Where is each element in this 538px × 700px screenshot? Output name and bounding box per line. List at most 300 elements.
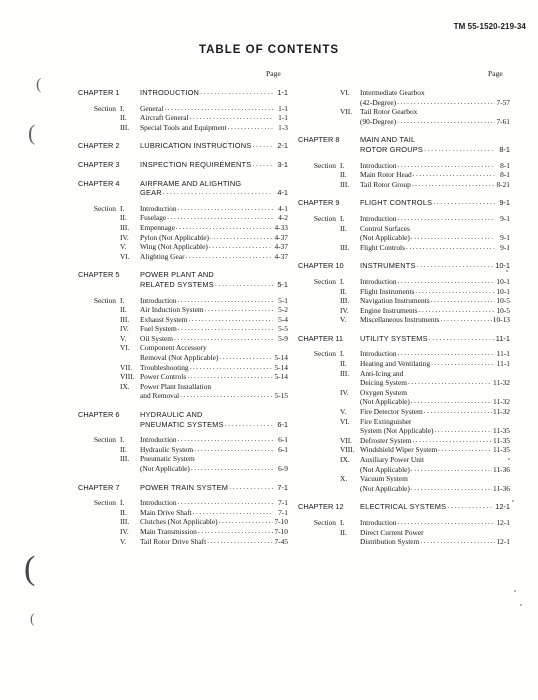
toc-entry[interactable] (298, 277, 510, 287)
section-number: I. (120, 295, 125, 305)
section-number: IX. (340, 455, 350, 464)
toc-chapter-entry[interactable] (298, 135, 510, 145)
section-number: II. (120, 213, 127, 223)
dot-leader (431, 296, 495, 306)
toc-chapter-entry[interactable] (298, 261, 510, 271)
section-number: III. (120, 314, 130, 324)
entry-title: Introduction (140, 203, 177, 213)
spacer (78, 474, 288, 483)
page-number: 5-1 (278, 295, 288, 305)
toc-entry[interactable] (298, 436, 510, 446)
section-label: Section (93, 203, 116, 213)
entry-title: RELATED SYSTEMS (140, 279, 214, 289)
page-number: 5-14 (274, 372, 288, 382)
section-number: VI. (340, 88, 350, 97)
dot-leader (178, 296, 273, 306)
toc-entry[interactable] (298, 349, 510, 359)
page-number: 10-13 (492, 315, 510, 325)
dot-leader (209, 242, 273, 252)
section-label: Section (313, 276, 336, 286)
toc-entry[interactable] (298, 407, 510, 417)
entry-title: Oxygen System (360, 387, 408, 397)
page-number: 11-35 (493, 435, 510, 445)
dot-leader (176, 223, 273, 233)
toc-entry[interactable] (298, 445, 510, 455)
toc-entry[interactable] (298, 170, 510, 180)
section-number: II. (120, 444, 127, 454)
section-number: III. (340, 179, 350, 189)
chapter-label: CHAPTER 9 (298, 198, 340, 208)
toc-entry[interactable] (78, 527, 288, 537)
toc-entry[interactable] (78, 435, 288, 445)
toc-entry[interactable] (78, 113, 288, 123)
spacer (78, 151, 288, 160)
page-number: 7-61 (496, 116, 510, 126)
document-number: TM 55-1520-219-34 (453, 22, 526, 31)
toc-entry[interactable] (78, 188, 288, 198)
toc-entry[interactable] (78, 508, 288, 518)
toc-entry[interactable] (78, 372, 288, 382)
section-number: I. (120, 103, 125, 113)
dot-leader (415, 287, 495, 297)
dot-leader (431, 359, 495, 369)
section-label: Section (93, 295, 116, 305)
section-number: IV. (120, 232, 129, 242)
page-number: 11-1 (496, 359, 510, 369)
toc-entry[interactable] (78, 296, 288, 306)
toc-entry[interactable] (298, 388, 510, 398)
entry-title: Air Induction System (140, 305, 204, 315)
entry-title: Introduction (360, 213, 397, 223)
dot-leader (187, 372, 273, 382)
section-number: VII. (120, 362, 133, 372)
page-number: 4-33 (274, 222, 288, 232)
page-number: 5-14 (274, 362, 288, 372)
margin-mark: ( (24, 550, 36, 587)
chapter-label: CHAPTER 3 (78, 159, 120, 169)
toc-entry[interactable] (78, 334, 288, 344)
page-number: 5-4 (278, 314, 288, 324)
section-label: Section (313, 349, 336, 359)
section-label: Section (93, 498, 116, 508)
entry-title: Alighting Gear (140, 251, 185, 261)
dot-leader (252, 160, 273, 170)
page-number: 8-1 (499, 144, 510, 154)
dot-leader (229, 483, 273, 493)
entry-title: Fire Detector System (360, 407, 423, 417)
toc-entry[interactable] (78, 464, 288, 474)
page-column-header-right: Page (488, 69, 503, 78)
section-number: II. (120, 113, 127, 123)
toc-entry[interactable] (298, 214, 510, 224)
section-label: Section (313, 213, 336, 223)
toc-entry[interactable] (298, 537, 510, 547)
section-number: IV. (340, 387, 349, 397)
toc-entry[interactable] (298, 528, 510, 538)
section-number: I. (120, 435, 125, 445)
page-number: 7-1 (278, 507, 288, 517)
toc-entry[interactable] (298, 518, 510, 528)
toc-column-right (298, 88, 510, 547)
spacer (298, 189, 510, 198)
toc-chapter-entry[interactable] (78, 160, 288, 170)
page-number: 5-5 (278, 324, 288, 334)
section-number: II. (340, 527, 347, 537)
section-number: II. (340, 359, 347, 369)
page-number: 5-9 (278, 333, 288, 343)
toc-entry[interactable] (78, 280, 288, 290)
page-number: 6-1 (278, 444, 288, 454)
page-number: 4-1 (277, 188, 288, 198)
section-number: III. (120, 122, 130, 132)
toc-entry[interactable] (78, 252, 288, 262)
dot-leader (190, 113, 273, 123)
section-number: I. (340, 517, 345, 527)
dot-leader (447, 502, 494, 512)
toc-entry[interactable] (78, 420, 288, 430)
dot-leader (419, 306, 495, 316)
section-number: III. (120, 222, 130, 232)
entry-title: Hydraulic System (140, 444, 194, 454)
page-number: 4-37 (274, 242, 288, 252)
dot-leader (411, 465, 492, 475)
toc-entry[interactable] (298, 417, 510, 427)
page-number: 8-1 (500, 170, 510, 180)
dot-leader (412, 180, 495, 190)
dot-leader (188, 315, 273, 325)
toc-entry[interactable] (78, 537, 288, 547)
page-number: 9-1 (500, 242, 510, 252)
entry-title: Oil System (140, 333, 174, 343)
toc-entry[interactable] (298, 243, 510, 253)
entry-title: Defroster System (360, 435, 412, 445)
dot-leader (178, 204, 273, 214)
toc-entry[interactable] (298, 98, 510, 108)
entry-title: Pneumatic System (140, 454, 195, 464)
dot-leader (411, 484, 492, 494)
dot-leader (429, 334, 495, 344)
entry-title: Control Surfaces (360, 223, 410, 233)
entry-title: Main Transmission (140, 526, 197, 536)
entry-title: Introduction (140, 435, 177, 445)
dot-leader (193, 508, 273, 518)
toc-entry[interactable] (298, 484, 510, 494)
toc-entry[interactable] (298, 224, 510, 234)
page-number: 5-14 (274, 353, 288, 363)
toc-chapter-entry[interactable] (78, 483, 288, 493)
section-number: II. (120, 507, 127, 517)
entry-title: PNEUMATIC SYSTEMS (140, 419, 224, 429)
section-number: VII. (340, 107, 353, 117)
dot-leader (163, 188, 273, 198)
dot-leader (178, 435, 273, 445)
page-number: 12-1 (496, 517, 510, 527)
toc-entry[interactable] (298, 287, 510, 297)
entry-title: Special Tools and Equipment (140, 122, 227, 132)
entry-title: (Not Applicable) (140, 464, 190, 473)
chapter-label: CHAPTER 4 (78, 178, 120, 188)
toc-entry[interactable] (298, 88, 510, 98)
dot-leader (190, 363, 273, 373)
entry-title: INTRODUCTION (140, 88, 200, 97)
toc-entry[interactable] (78, 223, 288, 233)
section-number: III. (340, 296, 350, 306)
scan-speck (506, 270, 508, 272)
spacer (78, 261, 288, 270)
page-number: 1-3 (278, 122, 288, 132)
toc-entry[interactable] (298, 465, 510, 475)
toc-entry[interactable] (298, 306, 510, 316)
toc-chapter-entry[interactable] (78, 179, 288, 189)
dot-leader (406, 243, 495, 253)
entry-title: FLIGHT CONTROLS (360, 198, 433, 208)
toc-entry[interactable] (298, 117, 510, 127)
toc-entry[interactable] (298, 378, 510, 388)
entry-title: (Not Applicable) (360, 464, 410, 474)
entry-title: Aircraft General (140, 113, 189, 123)
dot-leader (207, 537, 273, 547)
section-number: VI. (120, 343, 130, 353)
dot-leader (178, 324, 273, 334)
page-number: 4-37 (274, 251, 288, 261)
entry-title: MAIN AND TAIL (360, 135, 416, 145)
toc-entry[interactable] (78, 382, 288, 392)
section-label: Section (93, 435, 116, 445)
page-number: 12-1 (496, 537, 510, 547)
dot-leader (180, 391, 273, 401)
entry-title: POWER PLANT AND (140, 270, 214, 280)
toc-entry[interactable] (78, 343, 288, 353)
dot-leader (228, 123, 273, 133)
entry-title: Introduction (360, 276, 397, 286)
entry-title: (42-Degree) (360, 97, 397, 107)
dot-leader (252, 141, 273, 151)
page-number: 11-32 (493, 397, 510, 407)
dot-leader (205, 305, 273, 315)
scan-speck (512, 500, 514, 502)
section-number: II. (340, 170, 347, 180)
toc-entry[interactable] (78, 123, 288, 133)
section-number: V. (120, 536, 127, 546)
dot-leader (433, 198, 495, 208)
toc-entry[interactable] (78, 233, 288, 243)
entry-title: Introduction (140, 498, 177, 508)
chapter-label: CHAPTER 7 (78, 482, 120, 492)
dot-leader (420, 537, 495, 547)
entry-title: Tail Rotor Drive Shaft (140, 536, 207, 546)
entry-title: Introduction (360, 517, 397, 527)
dot-leader (219, 353, 273, 363)
entry-title: Vacuum System (360, 474, 408, 484)
dot-leader (417, 261, 495, 271)
page-number: 7-57 (496, 97, 510, 107)
section-number: IV. (120, 324, 129, 334)
toc-chapter-entry[interactable] (298, 198, 510, 208)
dot-leader (200, 88, 273, 98)
toc-entry[interactable] (298, 455, 510, 465)
toc-entry[interactable] (298, 161, 510, 171)
section-number: V. (340, 315, 347, 325)
section-label: Section (313, 160, 336, 170)
chapter-label: CHAPTER 5 (78, 270, 120, 280)
toc-entry[interactable] (78, 517, 288, 527)
section-number: IX. (120, 381, 130, 391)
section-number: VI. (120, 251, 130, 261)
margin-mark: ( (28, 120, 36, 145)
section-number: II. (120, 305, 127, 315)
page-number: 12-1 (495, 502, 510, 512)
section-number: IV. (120, 526, 129, 536)
dot-leader (411, 233, 495, 243)
entry-title: Flight Controls (360, 242, 405, 252)
toc-chapter-entry[interactable] (298, 334, 510, 344)
page-number: 9-1 (499, 198, 510, 208)
section-number: III. (340, 368, 350, 378)
toc-entry[interactable] (78, 445, 288, 455)
entry-title: Tail Rotor Group (360, 179, 411, 189)
spacer (298, 325, 510, 334)
dot-leader (225, 420, 273, 430)
toc-entry[interactable] (298, 369, 510, 379)
dot-leader (191, 464, 273, 474)
page-number: 10-5 (496, 296, 510, 306)
toc-entry[interactable] (298, 233, 510, 243)
margin-mark: ( (36, 76, 42, 93)
page-number: 6-1 (278, 435, 288, 445)
section-number: II. (340, 286, 347, 296)
toc-chapter-entry[interactable] (78, 141, 288, 151)
toc-entry[interactable] (78, 363, 288, 373)
section-number: II. (340, 223, 347, 233)
page-number: 10-1 (496, 276, 510, 286)
toc-chapter-entry[interactable] (78, 410, 288, 420)
dot-leader (194, 445, 273, 455)
entry-title: ROTOR GROUPS (360, 144, 424, 154)
page-number: 6-9 (278, 464, 288, 473)
page-number: 5-2 (278, 305, 288, 315)
toc-entry[interactable] (298, 359, 510, 369)
toc-entry[interactable] (298, 397, 510, 407)
section-number: III. (340, 242, 350, 252)
section-number: IV. (340, 305, 349, 315)
dot-leader (434, 426, 492, 436)
entry-title: Introduction (360, 349, 397, 359)
chapter-label: CHAPTER 11 (298, 333, 344, 343)
toc-entry[interactable] (298, 145, 510, 155)
chapter-label: CHAPTER 10 (298, 261, 344, 271)
dot-leader (438, 445, 492, 455)
page-number: 4-1 (278, 203, 288, 213)
toc-entry[interactable] (78, 242, 288, 252)
dot-leader (398, 518, 495, 528)
toc-entry[interactable] (298, 426, 510, 436)
page-column-header-left: Page (266, 69, 281, 78)
toc-entry[interactable] (298, 296, 510, 306)
chapter-label: CHAPTER 6 (78, 410, 120, 420)
page-number: 11-35 (493, 445, 510, 455)
entry-title: Anti-Icing and (360, 368, 404, 378)
page-title: TABLE OF CONTENTS (198, 44, 340, 56)
toc-entry[interactable] (78, 104, 288, 114)
page-number: 4-37 (274, 232, 288, 242)
toc-chapter-entry[interactable] (298, 502, 510, 512)
entry-title: Heating and Ventilating (360, 359, 431, 369)
entry-title: Main Rotor Head (360, 170, 412, 180)
entry-title: Introduction (360, 160, 397, 170)
entry-title: Distribution System (360, 537, 420, 547)
page-number: 7-45 (274, 536, 288, 546)
toc-entry[interactable] (298, 315, 510, 325)
entry-title: Engine Instruments (360, 305, 418, 315)
toc-chapter-entry[interactable] (78, 270, 288, 280)
toc-entry[interactable] (78, 213, 288, 223)
spacer (78, 170, 288, 179)
page-number: 11-32 (493, 407, 510, 417)
scan-speck (520, 604, 522, 606)
toc-entry[interactable] (298, 180, 510, 190)
page-number: 10-1 (496, 286, 510, 296)
dot-leader (397, 117, 495, 127)
section-number: VIII. (120, 372, 135, 382)
entry-title: HYDRAULIC AND (140, 410, 203, 420)
toc-entry[interactable] (78, 305, 288, 315)
page-number: 1-1 (278, 103, 288, 113)
toc-chapter-entry[interactable] (78, 88, 288, 98)
toc-entry[interactable] (298, 474, 510, 484)
toc-entry[interactable] (78, 391, 288, 401)
toc-entry[interactable] (78, 353, 288, 363)
toc-entry[interactable] (78, 315, 288, 325)
toc-entry[interactable] (298, 107, 510, 117)
section-number: I. (340, 276, 345, 286)
entry-title: (Not Applicable) (360, 483, 410, 493)
entry-title: Power Controls (140, 372, 187, 382)
toc-entry[interactable] (78, 204, 288, 214)
dot-leader (440, 315, 491, 325)
entry-title: Tail Rotor Gearbox (360, 107, 418, 117)
toc-entry[interactable] (78, 498, 288, 508)
page-number: 9-1 (500, 233, 510, 243)
entry-title: Power Plant Installation (140, 381, 212, 391)
page-number: 11-36 (493, 483, 510, 493)
section-number: VIII. (340, 445, 355, 455)
dot-leader (424, 145, 495, 155)
entry-title: Navigation Instruments (360, 296, 430, 306)
dot-leader (413, 436, 493, 446)
chapter-label: CHAPTER 2 (78, 141, 120, 151)
page-number: 11-1 (496, 349, 510, 359)
page-number: 11-35 (493, 426, 510, 436)
spacer (298, 126, 510, 135)
entry-title: Removal (Not Applicable) (140, 353, 219, 363)
dot-leader (397, 98, 495, 108)
page-number: 11-32 (493, 378, 510, 388)
entry-title: Fire Extinguisher (360, 416, 412, 426)
section-number: I. (340, 213, 345, 223)
entry-title: INSPECTION REQUIREMENTS (140, 159, 252, 169)
toc-entry[interactable] (78, 454, 288, 464)
page-number: 11-1 (495, 333, 510, 343)
entry-title: Main Drive Shaft (140, 507, 192, 517)
chapter-label: CHAPTER 12 (298, 502, 344, 512)
entry-title: Direct Current Power (360, 527, 424, 537)
page-number: 8-21 (496, 179, 510, 189)
entry-title: Empennage (140, 222, 175, 232)
dot-leader (178, 498, 273, 508)
dot-leader (398, 214, 495, 224)
entry-title: UTILITY SYSTEMS (360, 333, 428, 343)
toc-entry[interactable] (78, 324, 288, 334)
